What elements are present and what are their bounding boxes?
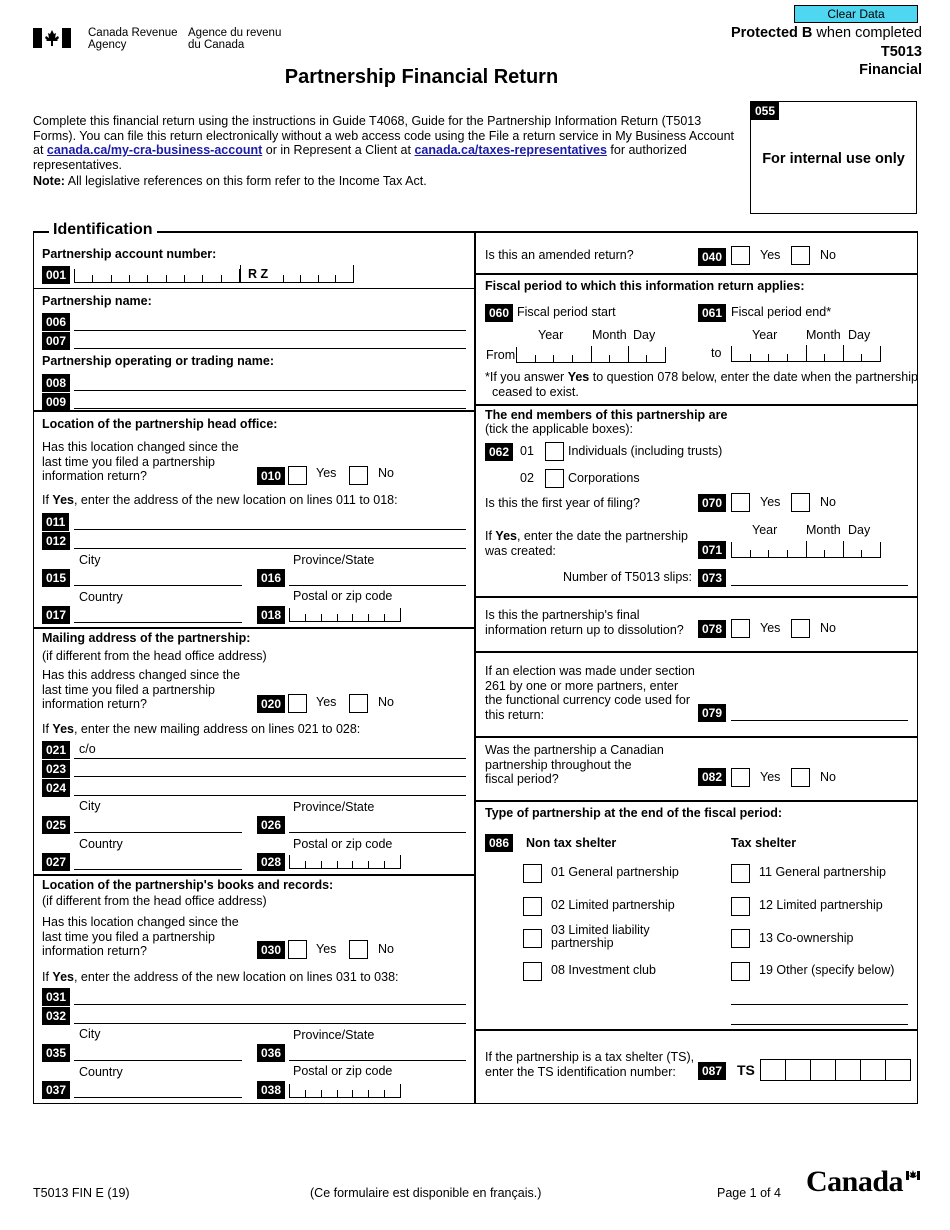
- code-070: 070: [698, 494, 726, 512]
- slips-count-line[interactable]: [731, 585, 908, 586]
- code-037: 037: [42, 1081, 70, 1099]
- mailing-023-line[interactable]: [74, 776, 466, 777]
- code-060: 060: [485, 304, 513, 322]
- province-label: Province/State: [293, 1028, 375, 1042]
- canada-wordmark: Canada: [806, 1165, 903, 1199]
- code-007: 007: [42, 332, 70, 350]
- identification-heading: Identification: [49, 221, 157, 239]
- form-code: T5013: [880, 44, 922, 60]
- books-changed-yes-checkbox[interactable]: [288, 940, 307, 959]
- code-027: 027: [42, 853, 70, 871]
- represent-client-link[interactable]: canada.ca/taxes-representatives: [414, 143, 607, 157]
- head-office-changed-yes-checkbox[interactable]: [288, 466, 307, 485]
- type-19-label: 19 Other (specify below): [759, 963, 895, 977]
- care-of-label: c/o: [79, 742, 96, 756]
- member-individuals-label: Individuals (including trusts): [568, 444, 723, 458]
- type-02-checkbox[interactable]: [523, 897, 542, 916]
- page-title: Partnership Financial Return: [284, 66, 559, 88]
- mailing-changed-yes-checkbox[interactable]: [288, 694, 307, 713]
- postal-label: Postal or zip code: [293, 837, 393, 851]
- date-created-question: If Yes, enter the date the partnership was created:: [485, 529, 688, 558]
- first-year-question: Is this the first year of filing?: [485, 496, 640, 510]
- code-015: 015: [42, 569, 70, 587]
- other-specify-line-1[interactable]: [731, 1004, 908, 1005]
- type-01-label: 01 General partnership: [551, 865, 679, 879]
- yes-label: Yes: [316, 466, 337, 480]
- no-label: No: [820, 248, 836, 262]
- code-012: 012: [42, 532, 70, 550]
- code-024: 024: [42, 779, 70, 797]
- canadian-partnership-question: Was the partnership a Canadian partnership throughout the fiscal period?: [485, 743, 664, 786]
- amended-yes-checkbox[interactable]: [731, 246, 750, 265]
- mailing-changed-question: Has this address changed since the last time you filed a partnership information return?: [42, 668, 241, 711]
- books-records-sub: (if different from the head office address): [42, 894, 267, 908]
- member-individuals-checkbox[interactable]: [545, 442, 564, 461]
- type-12-label: 12 Limited partnership: [759, 898, 883, 912]
- no-label: No: [820, 495, 836, 509]
- type-02-label: 02 Limited partnership: [551, 898, 675, 912]
- province-036-line[interactable]: [289, 1060, 466, 1061]
- fiscal-start-label: Fiscal period start: [517, 305, 616, 319]
- code-071: 071: [698, 541, 726, 559]
- french-availability-note: (Ce formulaire est disponible en français.): [310, 1186, 542, 1200]
- code-040: 040: [698, 248, 726, 266]
- code-061: 061: [698, 304, 726, 322]
- partnership-type-label: Type of partnership at the end of the fiscal period:: [485, 806, 783, 820]
- postal-label: Postal or zip code: [293, 589, 393, 603]
- from-label: From: [486, 348, 516, 362]
- head-office-label: Location of the partnership head office:: [42, 417, 278, 431]
- type-12-checkbox[interactable]: [731, 897, 750, 916]
- fiscal-start-date-input[interactable]: [516, 347, 666, 363]
- country-017-line[interactable]: [74, 622, 242, 623]
- code-010: 010: [257, 467, 285, 485]
- trading-name-line-2[interactable]: [74, 408, 466, 409]
- first-year-yes-checkbox[interactable]: [731, 493, 750, 512]
- books-changed-question: Has this location changed since the last time you filed a partnership information return?: [42, 915, 239, 958]
- code-078: 078: [698, 620, 726, 638]
- slips-label: Number of T5013 slips:: [563, 570, 692, 584]
- code-086: 086: [485, 834, 513, 852]
- account-number-input[interactable]: [74, 269, 240, 283]
- type-01-checkbox[interactable]: [523, 864, 542, 883]
- canada-flag-logo: [33, 28, 71, 48]
- books-changed-no-checkbox[interactable]: [349, 940, 368, 959]
- code-001: 001: [42, 266, 70, 284]
- mailing-changed-no-checkbox[interactable]: [349, 694, 368, 713]
- account-number-suffix-input[interactable]: [240, 265, 354, 283]
- code-055: 055: [751, 102, 779, 120]
- page-number: Page 1 of 4: [717, 1186, 781, 1200]
- country-label: Country: [79, 837, 123, 851]
- day-label: Day: [633, 328, 656, 342]
- type-08-checkbox[interactable]: [523, 962, 542, 981]
- year-label: Year: [538, 328, 564, 342]
- code-073: 073: [698, 569, 726, 587]
- type-13-checkbox[interactable]: [731, 929, 750, 948]
- partnership-name-label: Partnership name:: [42, 294, 152, 308]
- yes-label: Yes: [760, 495, 781, 509]
- no-label: No: [378, 466, 394, 480]
- amended-question: Is this an amended return?: [485, 248, 634, 262]
- yes-label: Yes: [316, 942, 337, 956]
- no-label: No: [378, 695, 394, 709]
- no-label: No: [820, 770, 836, 784]
- code-032: 032: [42, 1007, 70, 1025]
- agency-name-fr: Agence du revenu du Canada: [188, 27, 282, 51]
- mailing-021-line[interactable]: [74, 758, 466, 759]
- end-members-label: The end members of this partnership are: [485, 408, 728, 422]
- final-return-yes-checkbox[interactable]: [731, 619, 750, 638]
- books-032-line[interactable]: [74, 1023, 466, 1024]
- year-label: Year: [752, 523, 778, 537]
- city-025-line[interactable]: [74, 832, 242, 833]
- no-label: No: [820, 621, 836, 635]
- code-011: 011: [42, 513, 69, 531]
- country-label: Country: [79, 1065, 123, 1079]
- city-label: City: [79, 1027, 101, 1041]
- ts-number-input[interactable]: [760, 1059, 911, 1081]
- code-087: 087: [698, 1062, 726, 1080]
- code-028: 028: [257, 853, 285, 871]
- code-031: 031: [42, 988, 70, 1006]
- account-number-label: Partnership account number:: [42, 247, 217, 261]
- canadian-no-checkbox[interactable]: [791, 768, 810, 787]
- canadian-yes-checkbox[interactable]: [731, 768, 750, 787]
- head-office-if-yes-text: If Yes, enter the address of the new location on lines 011 to 018:: [42, 493, 398, 507]
- postal-028-input[interactable]: [289, 855, 401, 869]
- fiscal-period-label: Fiscal period to which this information return applies:: [485, 279, 805, 293]
- other-specify-line-2[interactable]: [731, 1024, 908, 1025]
- books-records-label: Location of the partnership's books and records:: [42, 878, 334, 892]
- to-label: to: [711, 346, 722, 360]
- head-office-changed-question: Has this location changed since the last time you filed a partnership information return?: [42, 440, 239, 483]
- postal-018-input[interactable]: [289, 608, 401, 622]
- fiscal-end-label: Fiscal period end*: [731, 305, 832, 319]
- city-015-line[interactable]: [74, 585, 242, 586]
- code-062: 062: [485, 443, 513, 461]
- code-021: 021: [42, 741, 70, 759]
- yes-label: Yes: [760, 770, 781, 784]
- code-008: 008: [42, 374, 70, 392]
- country-037-line[interactable]: [74, 1097, 242, 1098]
- mailing-024-line[interactable]: [74, 795, 466, 796]
- province-label: Province/State: [293, 800, 375, 814]
- type-08-label: 08 Investment club: [551, 963, 656, 977]
- month-label: Month: [806, 523, 841, 537]
- trading-name-label: Partnership operating or trading name:: [42, 354, 274, 368]
- city-label: City: [79, 799, 101, 813]
- tax-shelter-question: If the partnership is a tax shelter (TS), enter the TS identification number:: [485, 1050, 695, 1079]
- member-corporations-label: Corporations: [568, 471, 640, 485]
- partnership-name-line-2[interactable]: [74, 348, 466, 349]
- month-label: Month: [592, 328, 627, 342]
- clear-data-button[interactable]: Clear Data: [794, 5, 918, 23]
- member-corporations-checkbox[interactable]: [545, 469, 564, 488]
- member-01-code: 01: [520, 444, 534, 458]
- postal-label: Postal or zip code: [293, 1064, 393, 1078]
- protected-label: Protected B when completed: [730, 25, 922, 41]
- country-027-line[interactable]: [74, 869, 242, 870]
- my-business-account-link[interactable]: canada.ca/my-cra-business-account: [46, 143, 263, 157]
- date-created-input[interactable]: [731, 542, 881, 558]
- books-031-line[interactable]: [74, 1004, 466, 1005]
- code-025: 025: [42, 816, 70, 834]
- type-19-checkbox[interactable]: [731, 962, 750, 981]
- form-type: Financial: [859, 62, 922, 78]
- non-tax-shelter-heading: Non tax shelter: [526, 836, 617, 850]
- type-13-label: 13 Co-ownership: [759, 931, 854, 945]
- trading-name-line-1[interactable]: [74, 390, 466, 391]
- code-082: 082: [698, 768, 726, 786]
- month-label: Month: [806, 328, 841, 342]
- yes-label: Yes: [760, 621, 781, 635]
- head-office-changed-no-checkbox[interactable]: [349, 466, 368, 485]
- books-if-yes-text: If Yes, enter the address of the new location on lines 031 to 038:: [42, 970, 399, 984]
- tick-label: (tick the applicable boxes):: [485, 422, 633, 436]
- code-030: 030: [257, 941, 285, 959]
- type-11-checkbox[interactable]: [731, 864, 750, 883]
- address-011-line[interactable]: [74, 529, 466, 530]
- code-079: 079: [698, 704, 726, 722]
- election-question: If an election was made under section 261 by one or more partners, enter the functional currency code used for this return:: [485, 664, 695, 722]
- yes-label: Yes: [316, 695, 337, 709]
- final-return-no-checkbox[interactable]: [791, 619, 810, 638]
- province-016-line[interactable]: [289, 585, 466, 586]
- country-label: Country: [79, 590, 123, 604]
- rz-label: R Z: [248, 267, 269, 281]
- tax-shelter-heading: Tax shelter: [731, 836, 797, 850]
- year-label: Year: [752, 328, 778, 342]
- code-009: 009: [42, 393, 70, 411]
- currency-code-line[interactable]: [731, 720, 908, 721]
- type-03-label: 03 Limited liability partnership: [551, 923, 650, 950]
- code-016: 016: [257, 569, 285, 587]
- fiscal-note: *If you answer Yes to question 078 below, enter the date when the partnership ceased to exist.: [485, 370, 918, 399]
- code-020: 020: [257, 695, 285, 713]
- postal-038-input[interactable]: [289, 1084, 401, 1098]
- address-012-line[interactable]: [74, 548, 466, 549]
- first-year-no-checkbox[interactable]: [791, 493, 810, 512]
- day-label: Day: [848, 328, 871, 342]
- code-038: 038: [257, 1081, 285, 1099]
- province-label: Province/State: [293, 553, 375, 567]
- internal-use-box: 055 For internal use only: [750, 101, 917, 214]
- mailing-address-label: Mailing address of the partnership:: [42, 631, 251, 645]
- code-018: 018: [257, 606, 285, 624]
- amended-no-checkbox[interactable]: [791, 246, 810, 265]
- ts-prefix: TS: [737, 1062, 755, 1078]
- fiscal-end-date-input[interactable]: [731, 346, 881, 362]
- city-035-line[interactable]: [74, 1060, 242, 1061]
- intro-text: Complete this financial return using the instructions in Guide T4068, Guide for the Partnership Information Return (T5013 Forms). You can file this return electronically without a web access code using the File a return service in My Business Account at canada.ca/my-cra-business-account or in Represent a Client at canada.ca/taxes-representatives for authorized representatives. Note: All legislative references on this form refer to the Income Tax Act.: [33, 114, 735, 188]
- mailing-address-sub: (if different from the head office address): [42, 649, 267, 663]
- city-label: City: [79, 553, 101, 567]
- code-023: 023: [42, 760, 70, 778]
- form-identifier: T5013 FIN E (19): [33, 1186, 130, 1200]
- code-026: 026: [257, 816, 285, 834]
- agency-name-en: Canada Revenue Agency: [88, 27, 178, 51]
- code-006: 006: [42, 313, 70, 331]
- province-026-line[interactable]: [289, 832, 466, 833]
- member-02-code: 02: [520, 471, 534, 485]
- code-035: 035: [42, 1044, 70, 1062]
- code-017: 017: [42, 606, 70, 624]
- partnership-name-line-1[interactable]: [74, 330, 466, 331]
- type-03-checkbox[interactable]: [523, 929, 542, 948]
- yes-label: Yes: [760, 248, 781, 262]
- code-036: 036: [257, 1044, 285, 1062]
- mailing-if-yes-text: If Yes, enter the new mailing address on lines 021 to 028:: [42, 722, 361, 736]
- no-label: No: [378, 942, 394, 956]
- day-label: Day: [848, 523, 871, 537]
- type-11-label: 11 General partnership: [759, 865, 886, 879]
- final-return-question: Is this the partnership's final information return up to dissolution?: [485, 608, 684, 637]
